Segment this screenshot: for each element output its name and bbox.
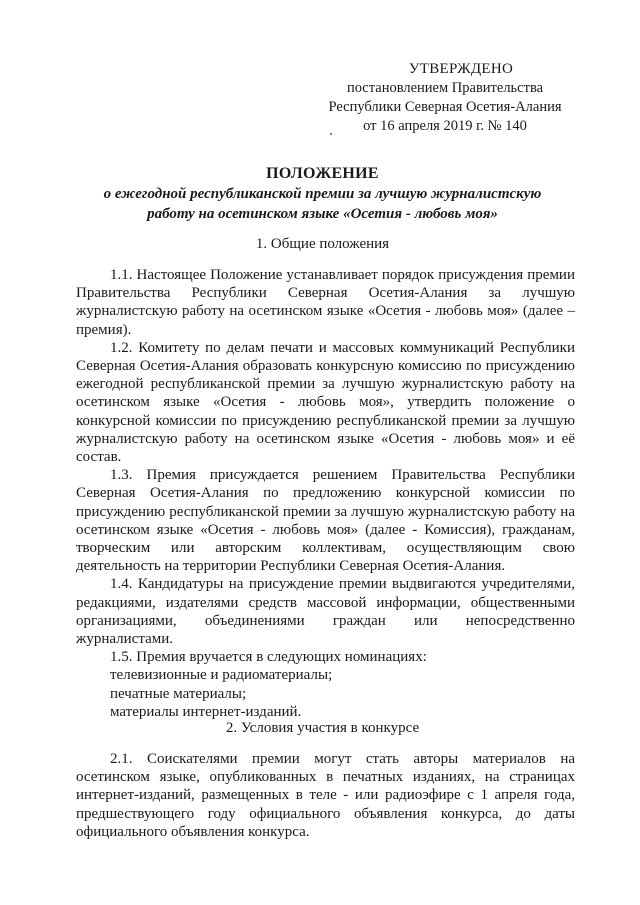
paragraph-1-3: 1.3. Премия присуждается решением Правительства Республики Северная Осетия-Алания по предложению конкурсной комиссии по присуждению республиканской премии за лучшую журналистскую работу на осетинском языке «Осетия - любовь моя» (далее - Комиссия), гражданам, творческим или авторским коллективам, осуществляющим свою деятельность на территории Республики Северная Осетия-Алания.: [76, 467, 575, 575]
approval-line-3: от 16 апреля 2019 г. № 140: [363, 118, 527, 134]
title-sub-1: о ежегодной республиканской премии за лучшую журналистскую: [103, 186, 542, 202]
section-2-body: [76, 750, 575, 841]
paragraph-1-1: 1.1. Настоящее Положение устанавливает порядок присуждения премии Правительства Республики Северная Осетия-Алания за лучшую журналистскую работу на осетинском языке «Осетия - любовь моя» (далее – премия).: [76, 267, 575, 338]
scan-speck: [330, 133, 332, 135]
approval-block: [300, 60, 590, 136]
paragraph-1-4: 1.4. Кандидатуры на присуждение премии выдвигаются учредителями, редакциями, издателями средств массовой информации, общественными организациями, объединениями граждан или непосредственно журналистами.: [76, 576, 575, 648]
nomination-item: телевизионные и радиоматериалы;: [110, 667, 333, 684]
title-sub-2: работу на осетинском языке «Осетия - любовь моя»: [147, 206, 498, 222]
nomination-item: материалы интернет-изданий.: [110, 703, 302, 720]
approval-stamp: УТВЕРЖДЕНО: [408, 61, 514, 77]
section-1-body: [76, 266, 575, 721]
title-main: ПОЛОЖЕНИЕ: [266, 165, 379, 182]
document-title: [70, 164, 575, 224]
paragraph-1-2: 1.2. Комитету по делам печати и массовых коммуникаций Республики Северная Осетия-Алания образовать конкурсную комиссию по присуждению ежегодной республиканской премии за лучшую журналистскую работу на осетинском языке «Осетия - любовь моя», утвердить положение о конкурсной комиссии по присуждению республиканской премии за лучшую журналистскую работу на осетинском языке «Осетия - любовь моя» и её состав.: [76, 339, 575, 466]
approval-line-2: Республики Северная Осетия-Алания: [328, 99, 562, 115]
paragraph-1-5: 1.5. Премия вручается в следующих номинациях:: [110, 649, 427, 666]
section-2-heading: 2. Условия участия в конкурсе: [225, 720, 420, 736]
paragraph-2-1: 2.1. Соискателями премии могут стать авторы материалов на осетинском языке, опубликованных в печатных изданиях, на страницах интернет-изданий, размещенных в теле - или радиоэфире с 1 апреля года, предшествующего году официального объявления конкурса, до даты официального объявления конкурса.: [76, 751, 575, 840]
nomination-item: печатные материалы;: [110, 685, 247, 702]
approval-line-1: постановлением Правительства: [346, 80, 544, 96]
section-1-heading: 1. Общие положения: [255, 236, 390, 252]
